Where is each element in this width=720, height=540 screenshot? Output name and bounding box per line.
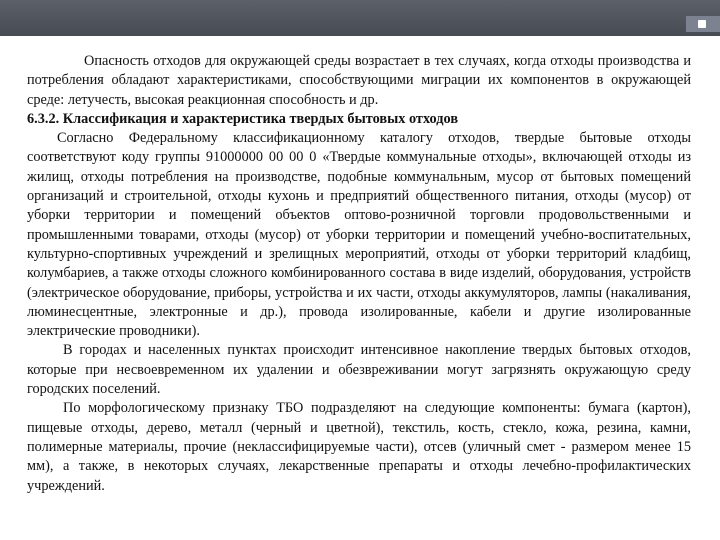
paragraph-accumulation: В городах и населенных пунктах происходит интенсивное накопление твердых бытовых отходов, которые при несвоевременном их удалении и обезвреживании могут загрязнять окружающую среду городских поселений. xyxy=(27,342,691,398)
slide-header-bar xyxy=(0,0,720,36)
header-accent-square xyxy=(698,20,706,28)
slide-text-body xyxy=(27,52,691,496)
section-heading: 6.3.2. Классификация и характеристика твердых бытовых отходов xyxy=(27,110,459,127)
paragraph-morphology: По морфологическому признаку ТБО подразделяют на следующие компоненты: бумага (картон), пищевые отходы, дерево, металл (черный и цветной), текстиль, кость, стекло, кожа, резина, камни, полимерные материалы, прочие (неклассифицируемые части), отсев (уличный смет - размером менее 15 мм), а также, в некоторых случаях, лекарственные препараты и отходы лечебно-профилактических учреждений. xyxy=(27,400,691,494)
paragraph-hazard: Опасность отходов для окружающей среды возрастает в тех случаях, когда отходы производства и потребления обладают характеристиками, способствующими миграции их компонентов в окружающей среде: летучесть, высокая реакционная способность и др. xyxy=(27,53,691,108)
paragraph-classification: Согласно Федеральному классификационному каталогу отходов, твердые бытовые отходы соответствуют коду группы 91000000 00 00 0 «Твердые коммунальные отходы», включающей отходы из жилищ, отходы потребления на производстве, подобные коммунальным, мусор от бытовых помещений организаций и строительной, отходы кухонь и предприятий общественного питания, отходы (мусор) от уборки территории и помещений объектов оптово-розничной торговли продовольственными и промышленными товарами, отходы (мусор) от уборки территории и помещений учебно-воспитательных, культурно-спортивных учреждений и зрелищных мероприятий, отходы от уборки территорий кладбищ, колумбариев, а также отходы сложного комбинированного состава в виде изделий, оборудования, устройств (электрическое оборудование, приборы, устройства и их части, отходы аккумуляторов, лампы (накаливания, люминесцентные, электронные и др.), провода изолированные, кабели и другие изолированные электрические проводники). xyxy=(27,130,691,340)
